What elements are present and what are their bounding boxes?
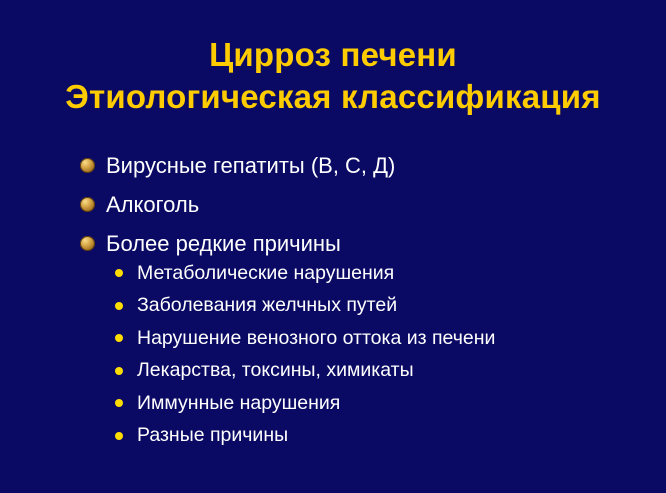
sphere-bullet-icon (80, 197, 95, 212)
sub-list-item (115, 322, 655, 355)
list-item (80, 185, 650, 224)
sub-list-item-text: Заболевания желчных путей (137, 294, 398, 317)
sub-list-item (115, 290, 655, 323)
list-item-text: Алкоголь (106, 191, 200, 217)
dot-bullet-icon (115, 269, 123, 277)
sub-bullet-list (115, 257, 655, 452)
sphere-bullet-icon (80, 158, 95, 173)
main-bullet-list (80, 146, 650, 263)
sub-list-item (115, 387, 655, 420)
sub-list-item (115, 355, 655, 388)
list-item-text: Вирусные гепатиты (В, С, Д) (106, 152, 396, 178)
title-line-1: Цирроз печени (209, 36, 457, 73)
slide-title (0, 34, 666, 118)
sub-list-item (115, 257, 655, 290)
sub-list-item-text: Лекарства, токсины, химикаты (137, 359, 414, 382)
dot-bullet-icon (115, 302, 123, 310)
dot-bullet-icon (115, 432, 123, 440)
sphere-bullet-icon (80, 236, 95, 251)
dot-bullet-icon (115, 367, 123, 375)
dot-bullet-icon (115, 399, 123, 407)
sub-list-item-text: Нарушение венозного оттока из печени (137, 326, 496, 349)
title-line-2: Этиологическая классификация (65, 78, 601, 115)
sub-list-item (115, 420, 655, 453)
list-item (80, 146, 650, 185)
sub-list-item-text: Иммунные нарушения (137, 391, 341, 414)
list-item-text: Более редкие причины (106, 230, 341, 256)
dot-bullet-icon (115, 334, 123, 342)
sub-list-item-text: Метаболические нарушения (137, 261, 395, 284)
sub-list-item-text: Разные причины (137, 424, 289, 447)
